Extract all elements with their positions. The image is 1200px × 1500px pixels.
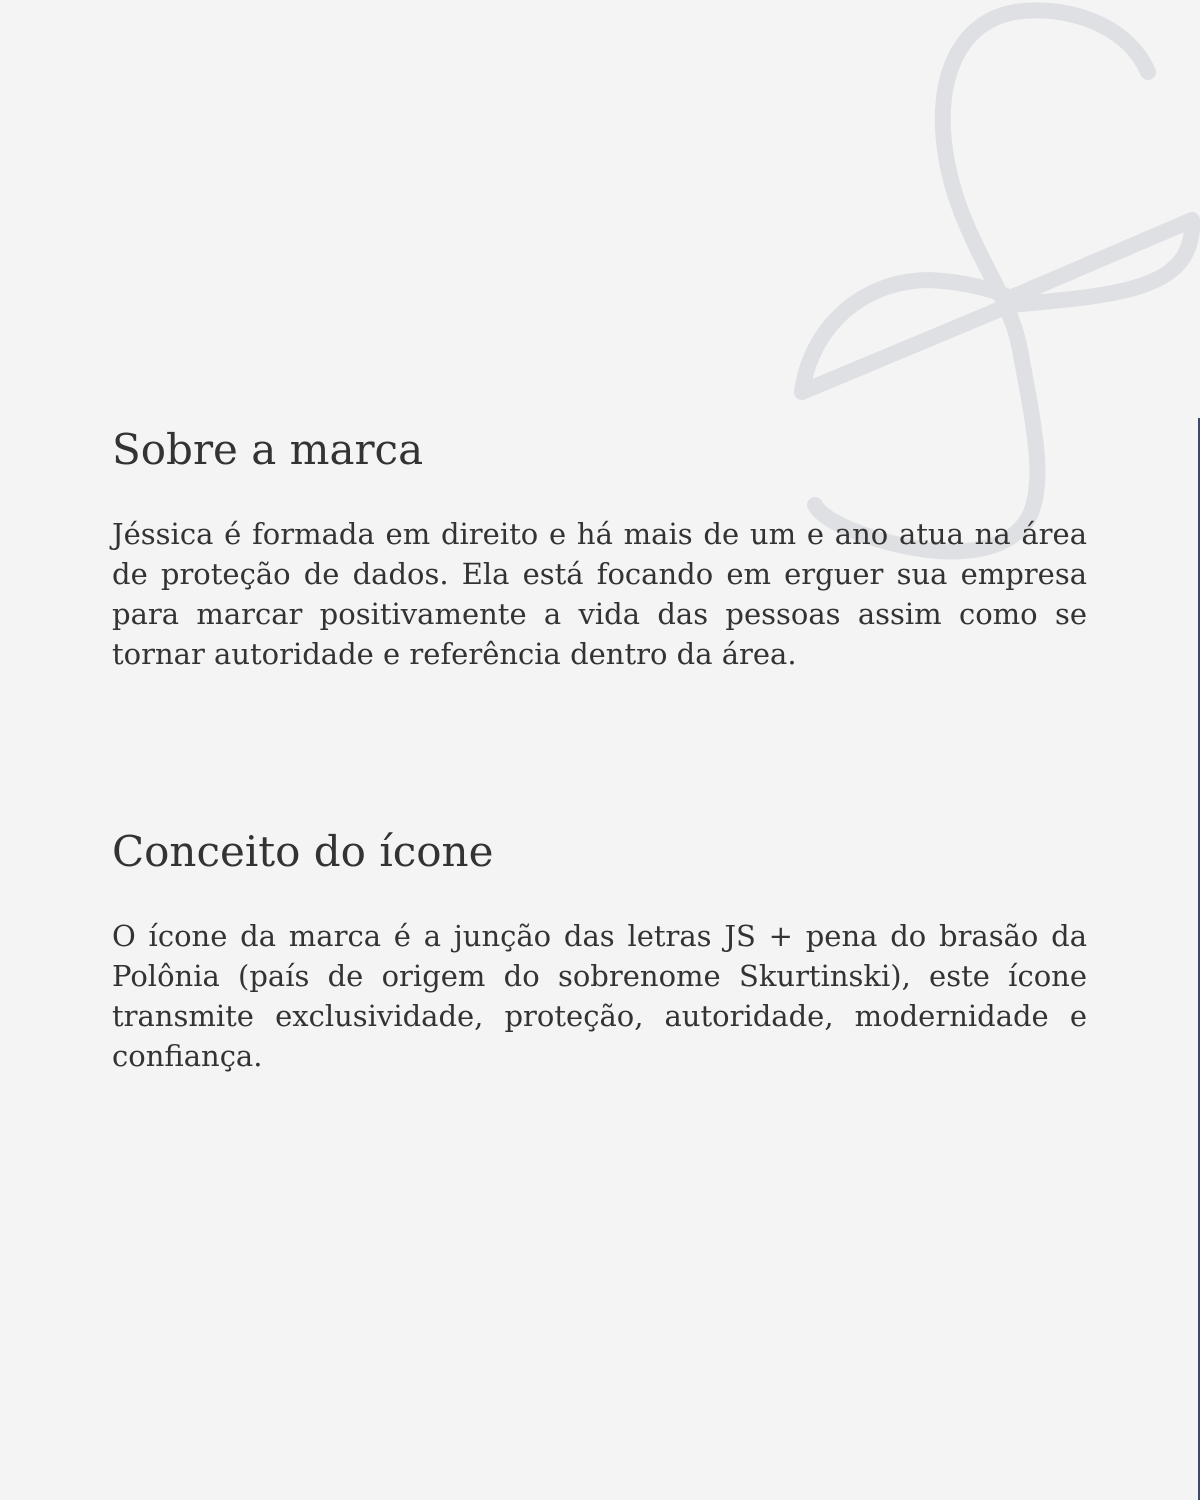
- icon-concept-section: [112, 826, 1087, 1076]
- icon-concept-heading: Conceito do ícone: [112, 827, 494, 876]
- about-heading: Sobre a marca: [112, 425, 424, 474]
- about-section: [112, 424, 1087, 674]
- about-text: Jéssica é formada em direito e há mais de um e ano atua na área de proteção de dados. Ela está focando em erguer sua empresa para marcar positivamente a vida das pessoas assim como se tornar autoridade e referência dentro da área.: [112, 517, 1087, 671]
- icon-concept-text: O ícone da marca é a junção das letras JS + pena do brasão da Polônia (país de origem do sobrenome Skurtinski), este ícone transmite exclusividade, proteção, autoridade, modernidade e confiança.: [112, 919, 1087, 1073]
